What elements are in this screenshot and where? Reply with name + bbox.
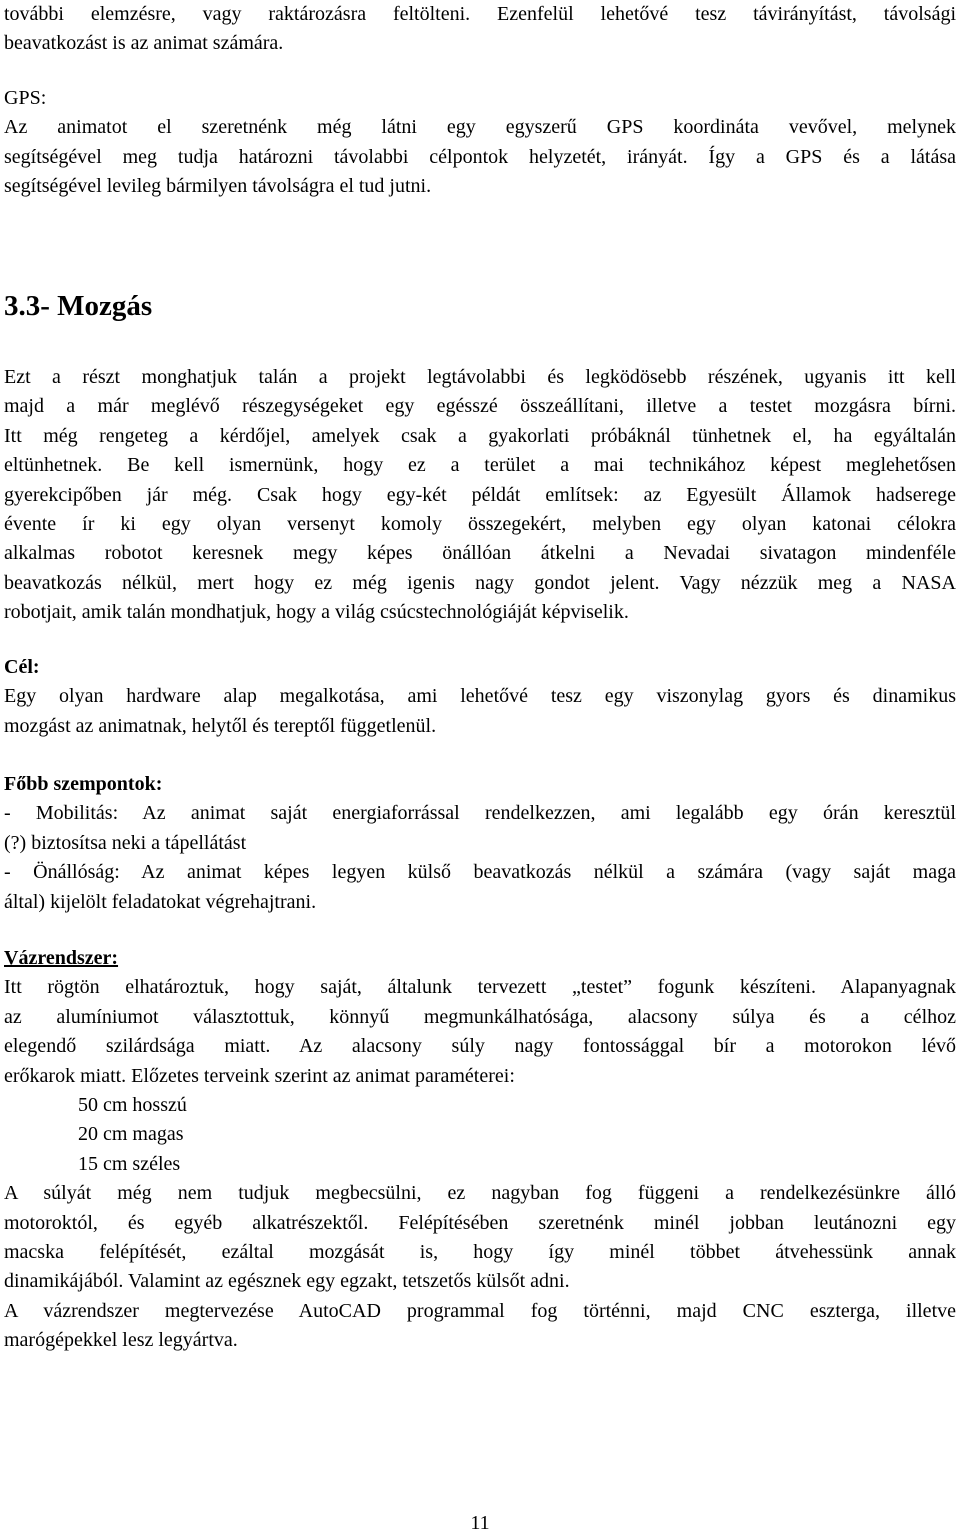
- intro-line-1: további elemzésre, vagy raktározásra feltölteni. Ezenfelül lehetővé tesz távirányítást, távolsági: [4, 3, 956, 25]
- section-line-7: alkalmas robotot keresnek megy képes önállóan átkelni a Nevadai sivatagon mindenféle: [4, 542, 956, 565]
- frame-line-3: elegendő szilárdsága miatt. Az alacsony súly nagy fontossággal bír a motorokon lévő: [4, 1035, 956, 1058]
- aspects-line-2: (?) biztosítsa neki a tápellátást: [4, 831, 247, 854]
- section-line-2: majd a már meglévő részegységeket egy egésszé összeállítani, illetve a testet mozgásra bírni.: [4, 395, 956, 418]
- frame-block: [4, 944, 956, 1356]
- section-paragraph: [4, 363, 956, 628]
- intro-paragraph: [4, 0, 956, 59]
- frame-line-7: macska felépítését, ezáltal mozgását is, hogy így minél többet átvehessünk annak: [4, 1241, 956, 1264]
- gps-block: [4, 84, 956, 202]
- section-line-5: gyerekcipőben jár még. Csak hogy egy-két példát említsek: az Egyesült Államok hadserege: [4, 483, 956, 506]
- goal-block: [4, 653, 956, 741]
- page-number: 11: [470, 1512, 490, 1534]
- frame-line-1: Itt rögtön elhatároztuk, hogy saját, általunk tervezett „testet” fogunk készíteni. Alapanyagnak: [4, 976, 956, 999]
- intro-line-2: beavatkozást is az animat számára.: [4, 32, 284, 55]
- section-line-1: Ezt a részt monghatjuk talán a projekt legtávolabbi és legködösebb részének, ugyanis itt kell: [4, 366, 956, 388]
- frame-label: Vázrendszer:: [4, 947, 119, 969]
- frame-line-4: erőkarok miatt. Előzetes terveink szerint az animat paraméterei:: [4, 1064, 515, 1087]
- aspects-line-1: - Mobilitás: Az animat saját energiaforrással rendelkezzen, ami legalább egy órán keresztül: [4, 802, 956, 825]
- section-heading: 3.3- Mozgás: [4, 290, 153, 322]
- frame-line-9: A vázrendszer megtervezése AutoCAD programmal fog történni, majd CNC esztergа, illetve: [4, 1299, 956, 1322]
- aspects-line-4: által) kijelölt feladatokat végrehajtrani.: [4, 890, 317, 913]
- aspects-block: [4, 770, 956, 917]
- section-line-9: robotjait, amik talán mondhatjuk, hogy a világ csúcstechnológiáját képviselik.: [4, 601, 629, 624]
- goal-label: Cél:: [4, 656, 40, 678]
- gps-line-2: segítségével meg tudja határozni távolabbi célpontok helyzetét, irányát. Így a GPS és a látása: [4, 145, 956, 168]
- aspects-line-3: - Önállóság: Az animat képes legyen külső beavatkozás nélkül a számára (vagy saját maga: [4, 861, 956, 884]
- gps-label: GPS:: [4, 87, 47, 109]
- dimension-length: 50 cm hosszú: [78, 1094, 187, 1117]
- frame-line-5: A súlyát még nem tudjuk megbecsülni, ez nagyban fog függeni a rendelkezésünkre álló: [4, 1182, 956, 1205]
- section-line-3: Itt még rengeteg a kérdőjel, amelyek csak a gyakorlati próbáknál tünhetnek el, ha egyáltalán: [4, 424, 956, 447]
- goal-line-1: Egy olyan hardware alap megalkotása, ami lehetővé tesz egy viszonylag gyors és dinamikus: [4, 685, 956, 708]
- dimension-height: 20 cm magas: [78, 1123, 184, 1146]
- frame-line-6: motoroktól, és egyéb alkatrészektől. Felépítésében szeretnénk minél jobban leutánozni egy: [4, 1211, 956, 1234]
- gps-line-1: Az animatot el szeretnénk még látni egy egyszerű GPS koordináta vevővel, melynek: [4, 116, 956, 139]
- goal-line-2: mozgást az animatnak, helytől és tereptől függetlenül.: [4, 714, 437, 737]
- dimension-width: 15 cm széles: [78, 1152, 181, 1175]
- section-line-4: eltünhetnek. Be kell ismernünk, hogy ez a terület a mai technikához képest meglehetősen: [4, 454, 956, 477]
- frame-line-10: marógépekkel lesz legyártva.: [4, 1329, 238, 1352]
- aspects-label: Főbb szempontok:: [4, 773, 163, 795]
- gps-line-3: segítségével levileg bármilyen távolságra el tud jutni.: [4, 175, 432, 198]
- section-line-6: évente ír ki egy olyan versenyt komoly összegekért, melyben egy olyan katonai célokra: [4, 513, 956, 536]
- section-line-8: beavatkozás nélkül, mert hogy ez még igenis nagy gondot jelent. Vagy nézzük meg a NASA: [4, 571, 956, 594]
- frame-line-8: dinamikájából. Valamint az egésznek egy egzakt, tetszetős külsőt adni.: [4, 1270, 570, 1293]
- frame-line-2: az alumíniumot választottuk, könnyű megmunkálhatósága, alacsony súlya és a célhoz: [4, 1005, 956, 1028]
